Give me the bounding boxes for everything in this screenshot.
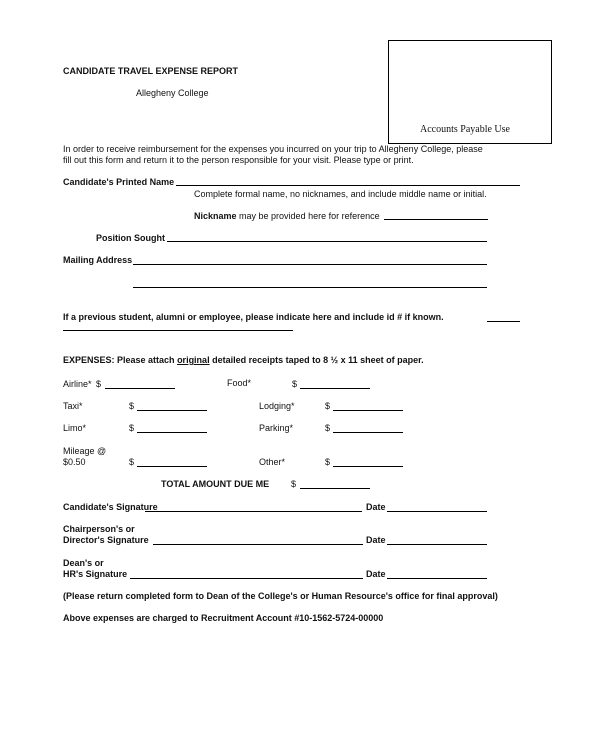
intro-line-1: In order to receive reimbursement for the expenses you incurred on your trip to Allegheny College, please: [63, 144, 483, 154]
dean-date-label: Date: [366, 569, 386, 579]
dean-label-2: HR's Signature: [63, 569, 128, 579]
total-currency: $: [291, 479, 297, 489]
parking-label: Parking*: [259, 423, 294, 433]
airline-field[interactable]: [105, 388, 175, 389]
dean-signature-field[interactable]: [130, 578, 363, 579]
food-currency: $: [292, 379, 298, 389]
mileage-field[interactable]: [137, 466, 207, 467]
lodging-label: Lodging*: [259, 401, 295, 411]
limo-currency: $: [129, 423, 135, 433]
parking-field[interactable]: [333, 432, 403, 433]
candidate-signature-label: Candidate's Signature: [63, 502, 158, 512]
college-name: Allegheny College: [136, 88, 209, 98]
chair-label-1: Chairperson's or: [63, 524, 135, 534]
dean-date-field[interactable]: [387, 578, 487, 579]
chair-date-label: Date: [366, 535, 386, 545]
former-id-field[interactable]: [487, 321, 520, 322]
taxi-field[interactable]: [137, 410, 207, 411]
former-affiliation-label: If a previous student, alumni or employee, please indicate here and include id # if known.: [63, 312, 444, 322]
printed-name-label: Candidate's Printed Name: [63, 177, 175, 187]
other-label: Other*: [259, 457, 286, 467]
mileage-rate: $0.50: [63, 457, 86, 467]
other-currency: $: [325, 457, 331, 467]
expenses-heading-pre: EXPENSES: Please attach: [63, 355, 178, 365]
other-field[interactable]: [333, 466, 403, 467]
accounts-payable-label: Accounts Payable Use: [420, 124, 510, 135]
lodging-field[interactable]: [333, 410, 403, 411]
chair-label-2: Director's Signature: [63, 535, 149, 545]
limo-label: Limo*: [63, 423, 87, 433]
food-label: Food*: [227, 378, 252, 388]
mailing-label: Mailing Address: [63, 255, 133, 265]
total-label: TOTAL AMOUNT DUE ME: [161, 479, 270, 489]
dean-label-1: Dean's or: [63, 558, 104, 568]
food-field[interactable]: [300, 388, 370, 389]
expenses-heading-original: original: [177, 355, 210, 365]
nickname-bold: Nickname: [194, 211, 237, 221]
form-title: CANDIDATE TRAVEL EXPENSE REPORT: [63, 66, 239, 76]
mileage-currency: $: [129, 457, 135, 467]
position-label: Position Sought: [96, 233, 165, 243]
intro-line-2: fill out this form and return it to the person responsible for your visit. Please type or print.: [63, 155, 414, 165]
nickname-rest: may be provided here for reference: [236, 211, 380, 221]
candidate-date-field[interactable]: [387, 511, 487, 512]
mailing-field-1[interactable]: [133, 264, 487, 265]
position-field[interactable]: [167, 241, 487, 242]
return-note: (Please return completed form to Dean of the College's or Human Resource's office for final approval): [63, 591, 498, 601]
candidate-signature-field[interactable]: [145, 511, 362, 512]
taxi-label: Taxi*: [63, 401, 83, 411]
parking-currency: $: [325, 423, 331, 433]
expenses-heading-post: detailed receipts taped to 8 ½ x 11 sheet of paper.: [209, 355, 424, 365]
airline-label: Airline*: [63, 379, 92, 389]
taxi-currency: $: [129, 401, 135, 411]
lodging-currency: $: [325, 401, 331, 411]
chair-date-field[interactable]: [387, 544, 487, 545]
airline-currency: $: [96, 379, 102, 389]
candidate-date-label: Date: [366, 502, 386, 512]
mileage-label: Mileage @: [63, 446, 107, 456]
printed-name-field[interactable]: [176, 185, 520, 186]
nickname-field[interactable]: [384, 219, 488, 220]
chair-signature-field[interactable]: [153, 544, 363, 545]
total-field[interactable]: [300, 488, 370, 489]
name-hint: Complete formal name, no nicknames, and include middle name or initial.: [194, 189, 487, 199]
mailing-field-2[interactable]: [133, 287, 487, 288]
nickname-note: [194, 211, 380, 221]
account-note: Above expenses are charged to Recruitment Account #10-1562-5724-00000: [63, 613, 384, 623]
limo-field[interactable]: [137, 432, 207, 433]
expenses-heading: [63, 355, 424, 365]
former-affiliation-field[interactable]: [63, 330, 293, 331]
